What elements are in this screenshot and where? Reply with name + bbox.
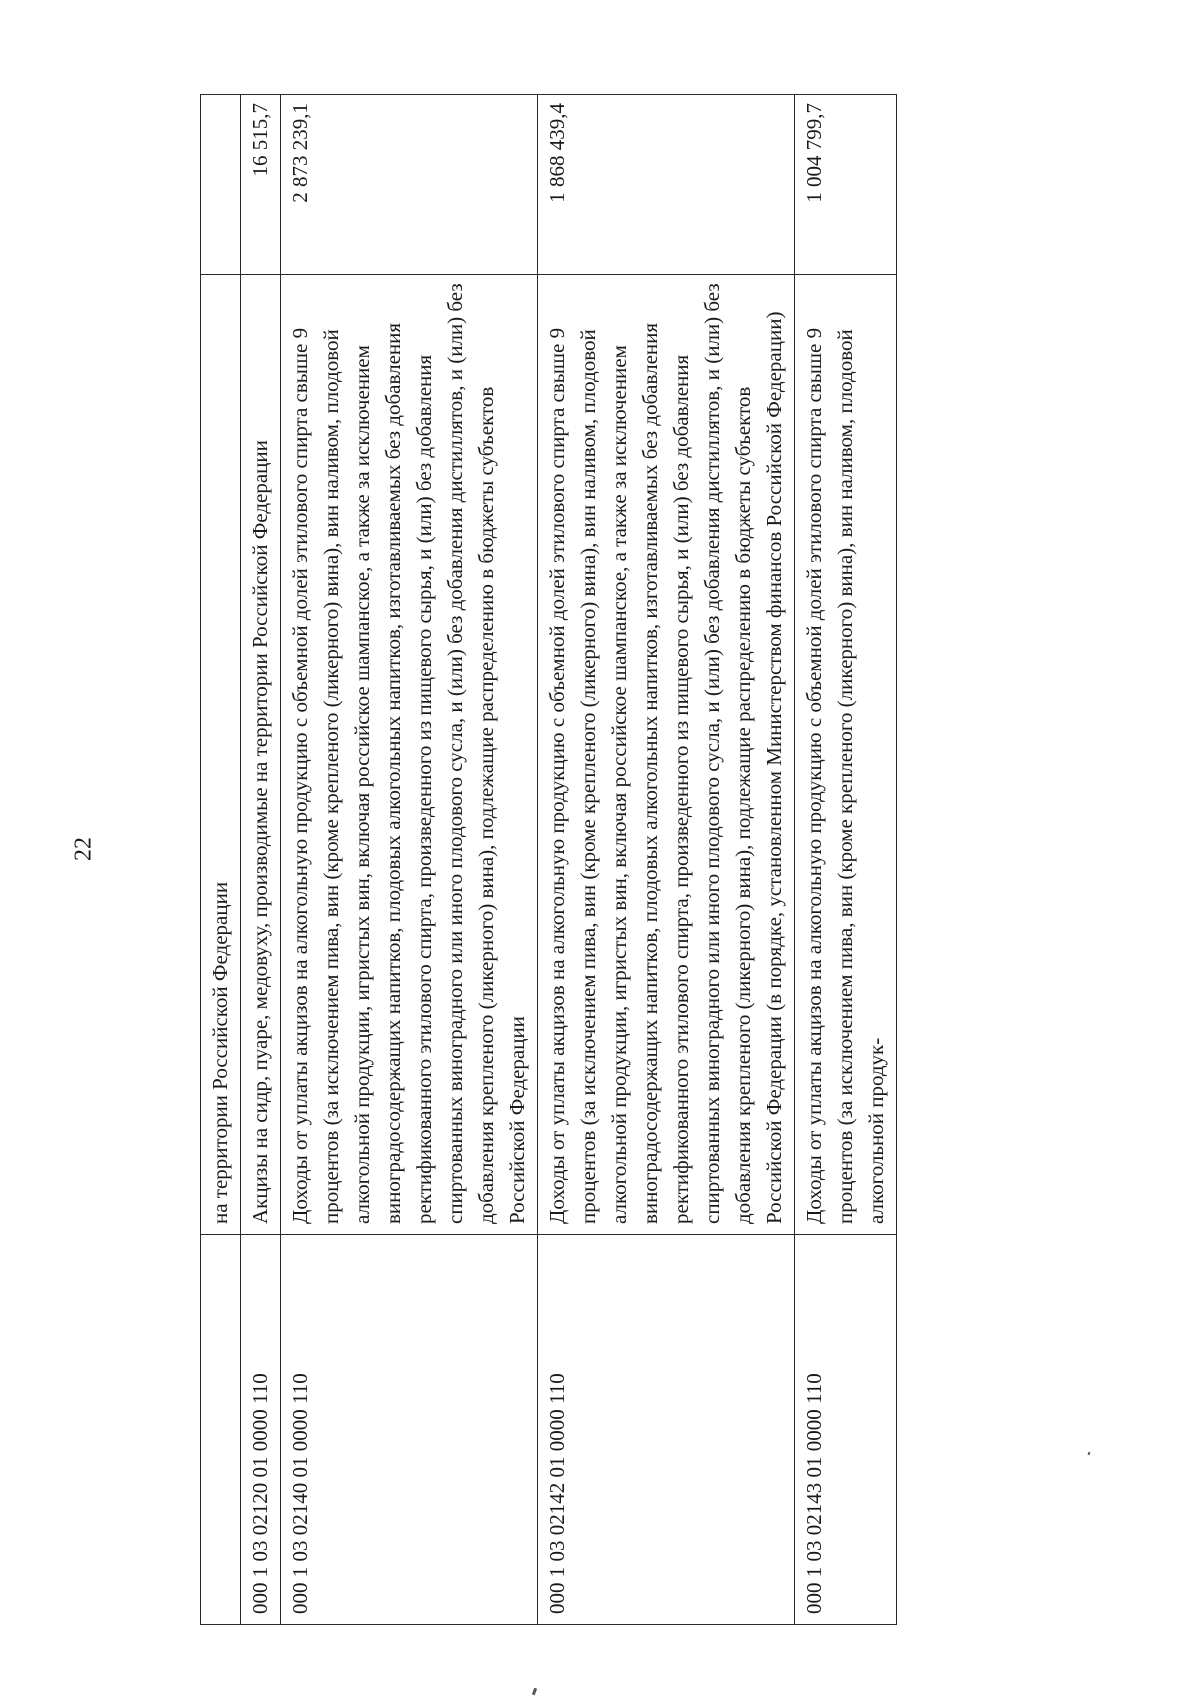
code-cell: 000 1 03 02142 01 0000 110 [538, 1235, 795, 1625]
amount-cell: 1 868 439,4 [538, 95, 795, 275]
table-row [538, 95, 795, 1625]
code-cell: 000 1 03 02140 01 0000 110 [281, 1235, 538, 1625]
amount-cell: 1 004 799,7 [795, 95, 897, 275]
amount-cell: 2 873 239,1 [281, 95, 538, 275]
revenue-table [200, 94, 897, 1625]
scan-speck [532, 1688, 537, 1696]
name-cell: Доходы от уплаты акцизов на алкогольную продукцию с объемной долей этилового спирта свыше 9 процентов (за исключением пива, вин (кроме крепленого (ликерного) вина), вин наливом, плодовой алкогольной продук- [795, 275, 897, 1235]
name-cell: Доходы от уплаты акцизов на алкогольную продукцию с объемной долей этилового спирта свыше 9 процентов (за исключением пива, вин (кроме крепленого (ликерного) вина), вин наливом, плодовой алкогольной продукции, игристых вин, включая российское шампанское, а также за исключением виноградосодержащих напитков, плодовых алкогольных напитков, изготавливаемых без добавления ректификованного этилового спирта, произведенного из пищевого сырья, и (или) без добавления спиртованных виноградного или иного плодового сусла, и (или) без добавления дистиллятов, и (или) без добавления крепленого (ликерного) вина), подлежащие распределению в бюджеты субъектов Российской Федерации (в порядке, установленном Министерством финансов Российской Федерации) [538, 275, 795, 1235]
table-row [795, 95, 897, 1625]
name-cell: на территории Российской Федерации [201, 275, 241, 1235]
amount-cell [201, 95, 241, 275]
code-cell [201, 1235, 241, 1625]
table-row [281, 95, 538, 1625]
page-number: 22 [70, 837, 97, 861]
name-cell: Акцизы на сидр, пуаре, медовуху, производимые на территории Российской Федерации [241, 275, 281, 1235]
table-row [241, 95, 281, 1625]
name-cell: Доходы от уплаты акцизов на алкогольную продукцию с объемной долей этилового спирта свыше 9 процентов (за исключением пива, вин (кроме крепленого (ликерного) вина), вин наливом, плодовой алкогольной продукции, игристых вин, включая российское шампанское, а также за исключением виноградосодержащих напитков, плодовых алкогольных напитков, изготавливаемых без добавления ректификованного этилового спирта, произведенного из пищевого сырья, и (или) без добавления спиртованных виноградного или иного плодового сусла, и (или) без добавления дистиллятов, и (или) без добавления крепленого (ликерного) вина), подлежащие распределению в бюджеты субъектов Российской Федерации [281, 275, 538, 1235]
revenue-table-wrapper [200, 95, 1092, 1625]
code-cell: 000 1 03 02120 01 0000 110 [241, 1235, 281, 1625]
table-row-continuation [201, 95, 241, 1625]
code-cell: 000 1 03 02143 01 0000 110 [795, 1235, 897, 1625]
amount-cell: 16 515,7 [241, 95, 281, 275]
